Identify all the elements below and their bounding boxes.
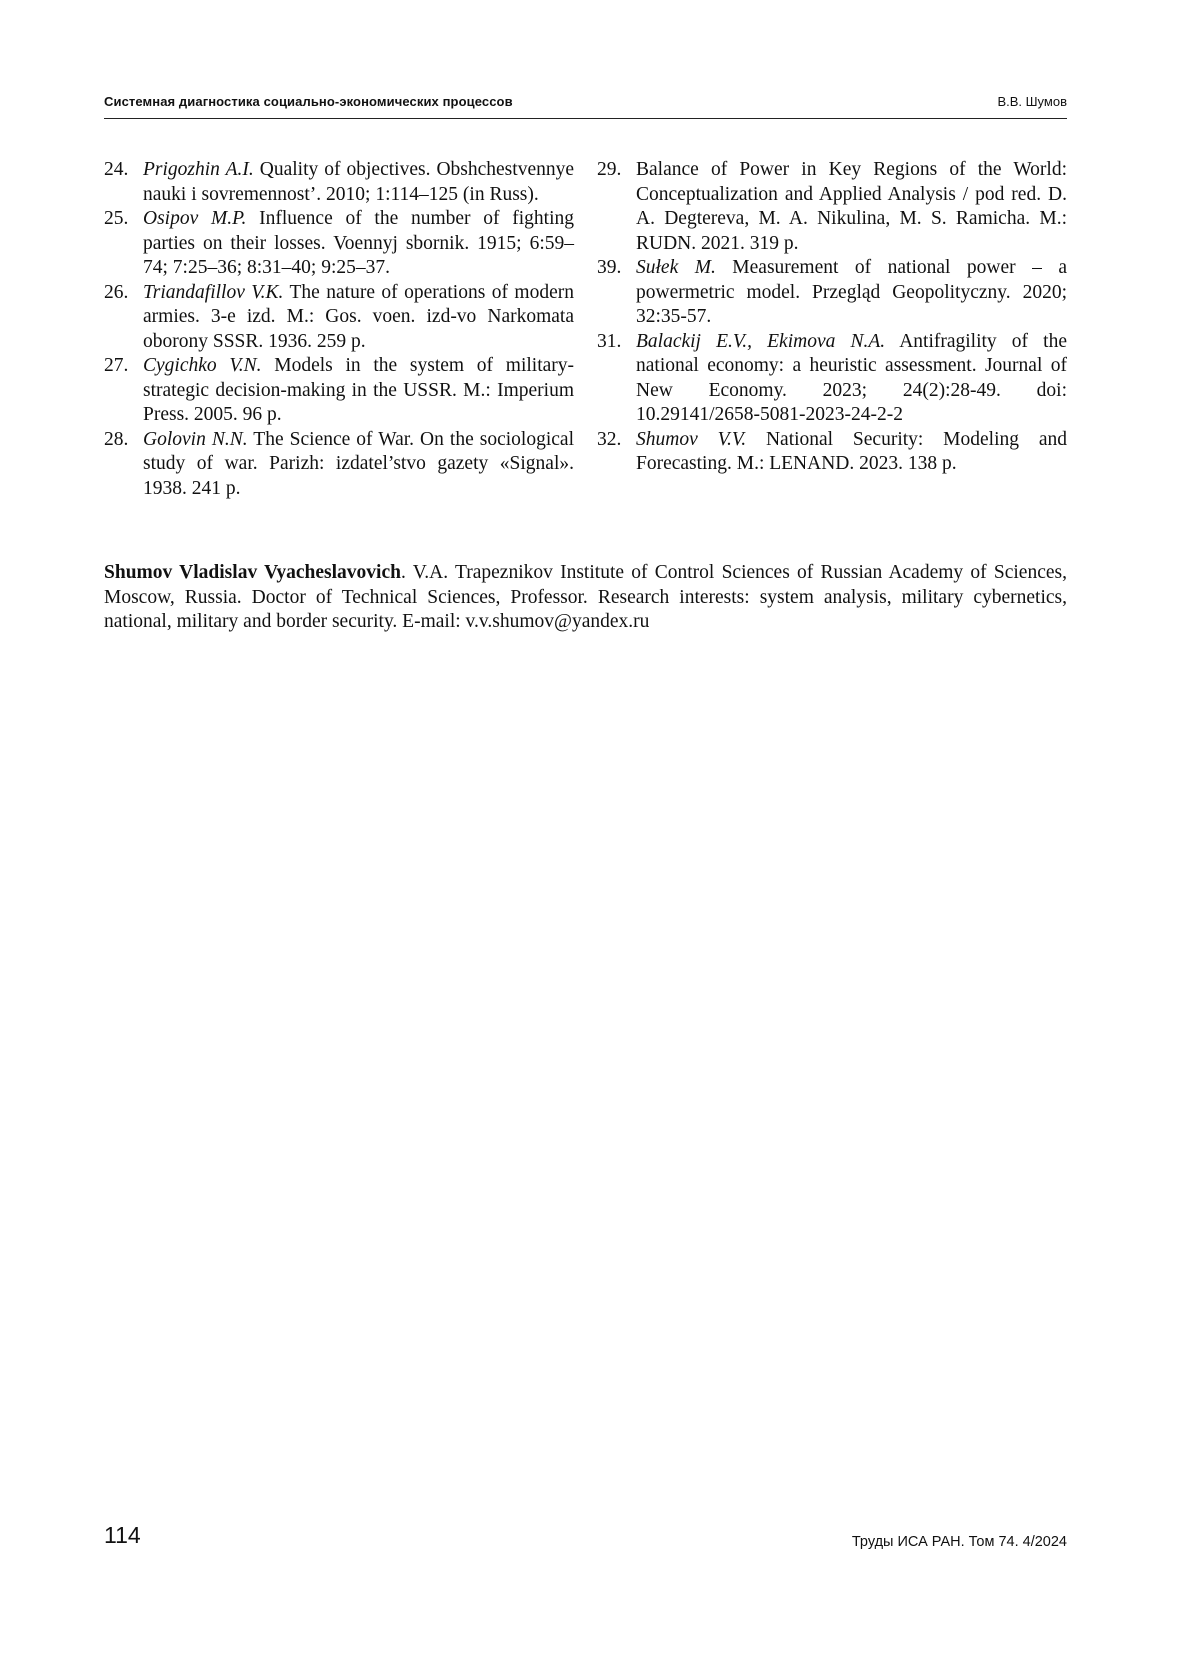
reference-number: 32.: [597, 428, 622, 450]
reference-number: 26.: [104, 281, 129, 303]
reference-text: The Science of War. On the sociological study of war. Parizh: izdatel’stvo gazety «Signal». 1938. 241 p.: [143, 428, 574, 499]
reference-author: Prigozhin A.I.: [143, 159, 254, 180]
reference-number: 29.: [597, 159, 622, 180]
page-number: 114: [104, 1522, 141, 1548]
reference-item: [597, 256, 1067, 330]
references-left-column: [104, 158, 574, 501]
reference-item: [104, 354, 574, 428]
running-header: [104, 94, 1067, 119]
header-section-title: Системная диагностика социально-экономических процессов: [104, 94, 513, 109]
reference-author: Golovin N.N.: [143, 428, 248, 450]
reference-item: [104, 207, 574, 281]
reference-text: Antifragility of the national economy: a heuristic assessment. Journal of New Economy. 2023; 24(2):28-49. doi: 10.29141/2658-5081-2023-24-2-2: [636, 330, 1067, 425]
reference-text: Balance of Power in Key Regions of the World: Conceptualization and Applied Analysis / pod red. D. A. Degtereva, M. A. Nikulina, M. S. Ramicha. M.: RUDN. 2021. 319 p.: [636, 159, 1067, 254]
reference-number: 39.: [597, 257, 622, 278]
reference-author: Triandafillov V.K.: [143, 281, 284, 303]
reference-author: Osipov M.P.: [143, 208, 247, 229]
reference-number: 25.: [104, 208, 129, 229]
reference-text: The nature of operations of modern armies. 3-e izd. M.: Gos. voen. izd-vo Narkomata oborony SSSR. 1936. 259 p.: [143, 281, 574, 352]
reference-item: [104, 281, 574, 355]
reference-number: 28.: [104, 428, 129, 450]
reference-number: 24.: [104, 159, 129, 180]
reference-item: [597, 158, 1067, 256]
reference-number: 27.: [104, 355, 129, 376]
references-right-column: [597, 158, 1067, 477]
header-author: В.В. Шумов: [997, 94, 1067, 109]
reference-text: Models in the system of military-strategic decision-making in the USSR. M.: Imperium Press. 2005. 96 p.: [143, 355, 575, 425]
reference-item: [104, 158, 574, 207]
reference-author: Sułek M.: [636, 257, 716, 278]
reference-text: Measurement of national power – a powermetric model. Przegląd Geopolityczny. 2020; 32:35-57.: [636, 257, 1067, 327]
reference-author: Shumov V.V.: [636, 428, 747, 450]
reference-item: [597, 330, 1067, 428]
reference-number: 31.: [597, 330, 622, 352]
reference-text: Quality of objectives. Obshchestvennye nauki i sovremennost’. 2010; 1:114–125 (in Russ).: [143, 159, 575, 205]
reference-item: [104, 428, 574, 502]
author-name: Shumov Vladislav Vyacheslavovich: [104, 562, 401, 583]
journal-footer: Труды ИСА РАН. Том 74. 4/2024: [851, 1534, 1067, 1550]
author-bio: [104, 561, 1067, 635]
reference-text: Influence of the number of fighting parties on their losses. Voennyj sbornik. 1915; 6:59–74; 7:25–36; 8:31–40; 9:25–37.: [143, 208, 574, 278]
reference-text: National Security: Modeling and Forecasting. M.: LENAND. 2023. 138 p.: [636, 428, 1067, 474]
reference-author: Balackij E.V., Ekimova N.A.: [636, 330, 886, 352]
author-bio-text: . V.A. Trapeznikov Institute of Control Sciences of Russian Academy of Sciences, Moscow, Russia. Doctor of Technical Sciences, Professor. Research interests: system analysis, military cybernetics, national, military and border security. E-mail: v.v.shumov@yandex.ru: [104, 562, 1067, 632]
reference-item: [597, 428, 1067, 477]
reference-author: Cygichko V.N.: [143, 355, 262, 376]
